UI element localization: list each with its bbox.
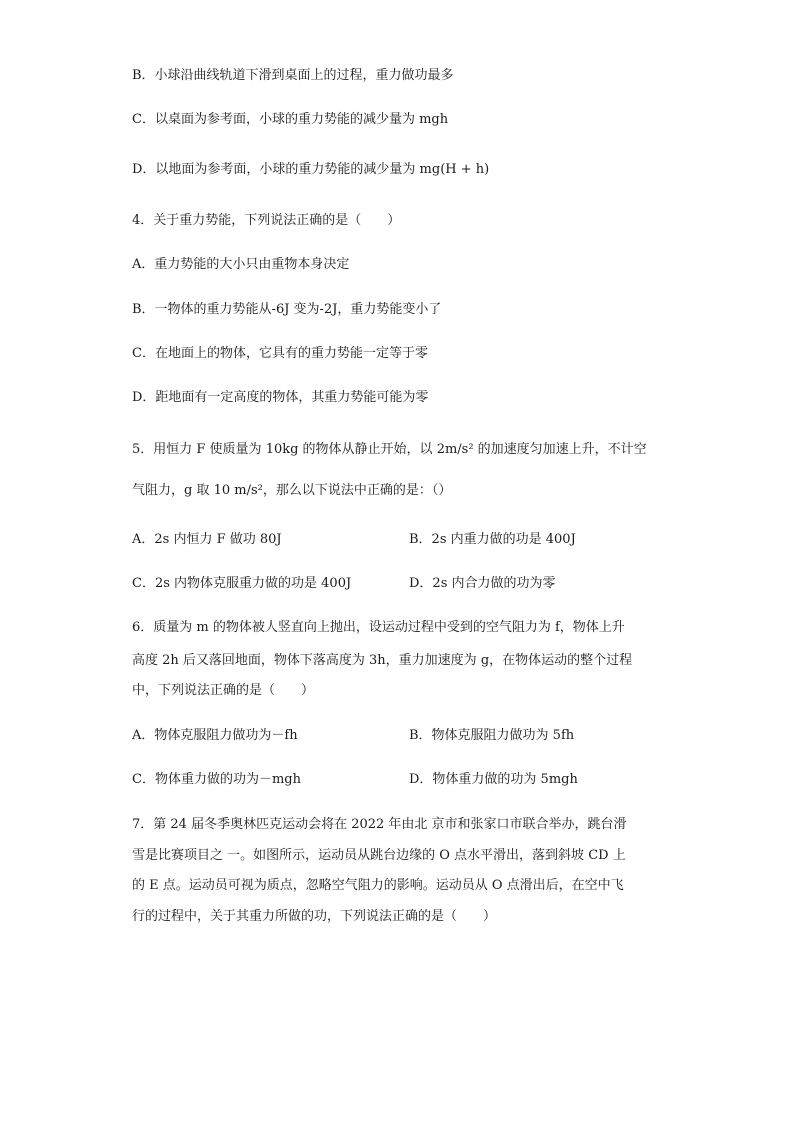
q5-option-a: A．2s 内恒力 F 做功 80J <box>132 532 282 547</box>
q6-stem-line2: 高度 2h 后又落回地面，物体下落高度为 3h，重力加速度为 g，在物体运动的整个过程 <box>132 653 633 668</box>
q7-stem-line2: 雪是比赛项目之 一。如图所示，运动员从跳台边缘的 O 点水平滑出，落到斜坡 CD 上 <box>132 848 626 863</box>
q6-stem-line1: 6．质量为 m 的物体被人竖直向上抛出，设运动过程中受到的空气阻力为 f，物体上升 <box>132 620 625 635</box>
q3-option-b: B．小球沿曲线轨道下滑到桌面上的过程，重力做功最多 <box>132 68 454 83</box>
q6-option-b: B．物体克服阻力做功为 5fh <box>409 728 575 743</box>
q3-option-c: C．以桌面为参考面，小球的重力势能的减少量为 mgh <box>132 112 449 127</box>
q5-option-d: D．2s 内合力做的功为零 <box>409 576 556 591</box>
q7-stem-line1: 7．第 24 届冬季奥林匹克运动会将在 2022 年由北 京市和张家口市联合举办，跳台滑 <box>132 817 627 832</box>
q6-stem-line3: 中，下列说法正确的是（ ） <box>132 683 315 698</box>
q4-option-a: A．重力势能的大小只由重物本身决定 <box>132 257 350 272</box>
q5-option-c: C．2s 内物体克服重力做的功是 400J <box>132 576 352 591</box>
q6-option-c: C．物体重力做的功为－mgh <box>132 772 301 787</box>
q5-option-b: B．2s 内重力做的功是 400J <box>409 532 576 547</box>
q6-option-d: D．物体重力做的功为 5mgh <box>409 772 578 787</box>
q7-stem-line4: 行的过程中，关于其重力所做的功，下列说法正确的是（ ） <box>132 909 497 924</box>
q4-option-c: C．在地面上的物体，它具有的重力势能一定等于零 <box>132 346 428 361</box>
q7-stem-line3: 的 E 点。运动员可视为质点，忽略空气阻力的影响。运动员从 O 点滑出后，在空中飞 <box>132 878 624 893</box>
q4-option-d: D．距地面有一定高度的物体，其重力势能可能为零 <box>132 390 429 405</box>
q3-option-d: D．以地面为参考面，小球的重力势能的减少量为 mg(H + h) <box>132 162 490 177</box>
q4-option-b: B．一物体的重力势能从-6J 变为-2J，重力势能变小了 <box>132 302 442 317</box>
q6-option-a: A．物体克服阻力做功为－fh <box>132 728 298 743</box>
q4-stem: 4．关于重力势能，下列说法正确的是（ ） <box>132 213 401 228</box>
q5-stem-line2: 气阻力，g 取 10 m/s²，那么以下说法中正确的是：（） <box>132 483 452 498</box>
q5-stem-line1: 5．用恒力 F 使质量为 10kg 的物体从静止开始，以 2m/s² 的加速度匀加速上升，不计空 <box>132 442 647 457</box>
